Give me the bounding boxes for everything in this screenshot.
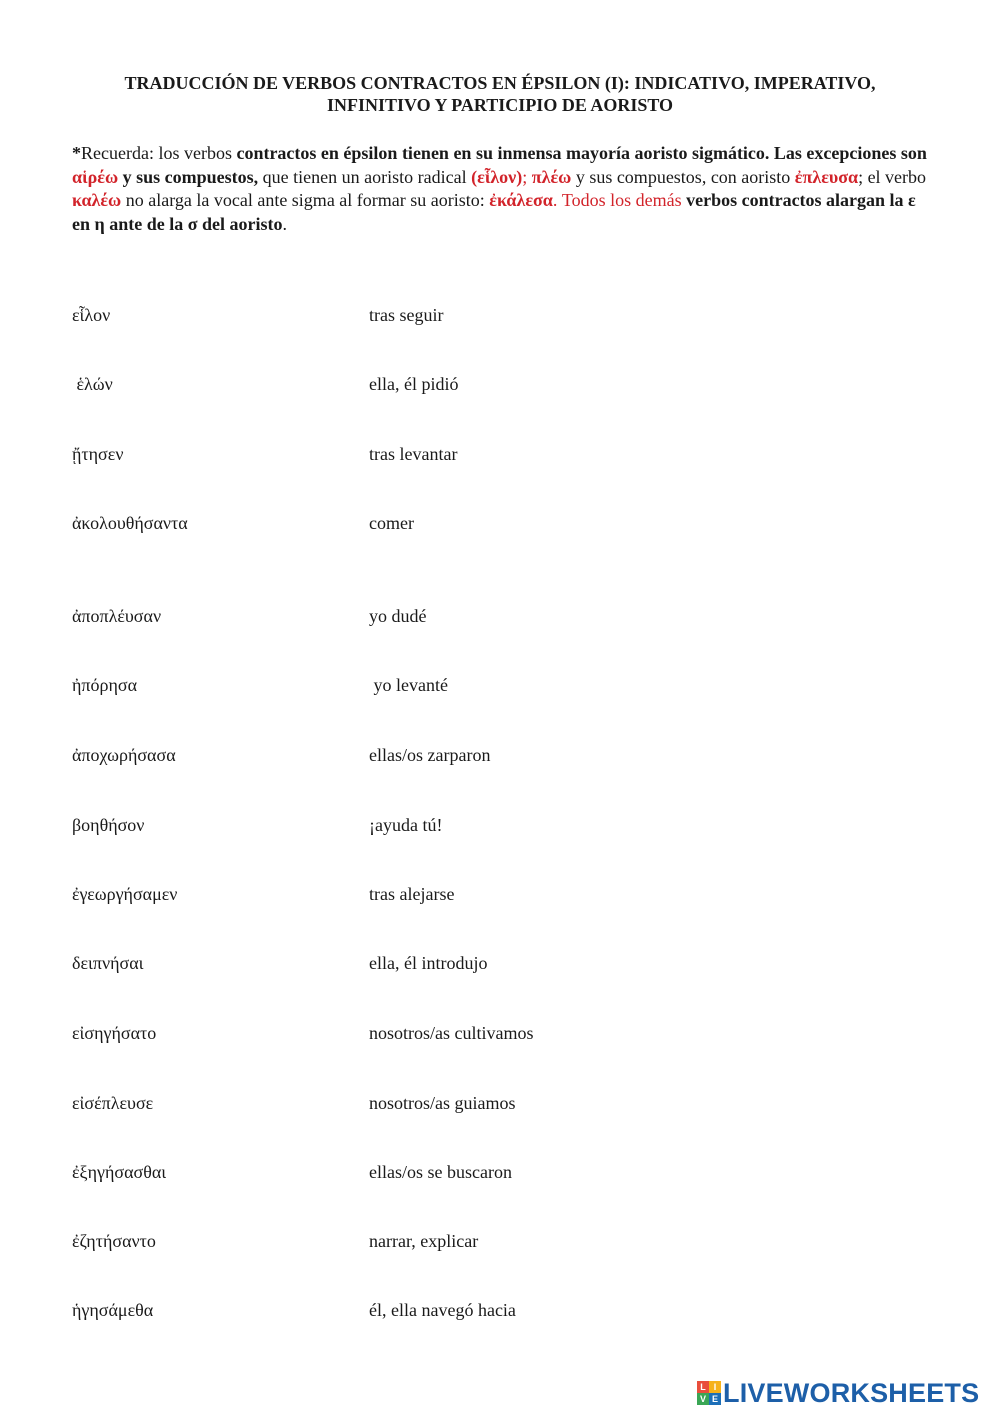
aorist-epleusa: ἐπλευσα — [794, 166, 859, 187]
greek-form[interactable]: δειπνήσαι — [72, 953, 144, 973]
spanish-translation[interactable]: tras levantar — [369, 444, 458, 464]
greek-form[interactable]: εἰσηγήσατο — [72, 1023, 157, 1043]
list-item — [0, 510, 1000, 536]
spanish-translation[interactable]: ellas/os zarparon — [369, 745, 491, 765]
list-item — [0, 603, 1000, 629]
worksheet-title — [60, 72, 940, 116]
spanish-translation[interactable]: ella, él introdujo — [369, 953, 488, 973]
intro-bold: verbos contractos alargan la ε en η ante de la σ del aoristo — [72, 190, 916, 234]
list-item — [0, 441, 1000, 467]
list-item — [0, 1297, 1000, 1323]
intro-separator: ; — [522, 166, 532, 187]
greek-form[interactable]: ἐζητήσαντο — [72, 1231, 156, 1251]
spanish-translation[interactable]: narrar, explicar — [369, 1231, 479, 1251]
intro-text: . — [282, 213, 287, 234]
intro-text: y sus compuestos, con aoristo — [571, 166, 795, 187]
spanish-translation[interactable]: comer — [369, 513, 414, 533]
intro-text: Recuerda: los verbos — [81, 143, 237, 163]
verb-haireo: αἱρέω — [72, 166, 119, 187]
greek-form[interactable]: ᾔτησεν — [72, 444, 124, 464]
spanish-translation[interactable]: ¡ayuda tú! — [369, 815, 443, 835]
aorist-heilon: (εἷλον) — [471, 166, 523, 187]
logo-letter: E — [709, 1393, 721, 1405]
intro-paragraph — [72, 142, 930, 236]
spanish-translation[interactable]: tras alejarse — [369, 884, 455, 904]
list-item — [0, 302, 1000, 328]
list-item — [0, 742, 1000, 768]
title-line-1: TRADUCCIÓN DE VERBOS CONTRACTOS EN ÉPSILON (I): INDICATIVO, IMPERATIVO, — [124, 73, 876, 93]
greek-form[interactable]: ἡγησάμεθα — [72, 1300, 154, 1320]
intro-text: que tienen un aoristo radical — [258, 166, 472, 187]
verb-kaleo: καλέω — [72, 190, 122, 210]
list-item — [0, 1159, 1000, 1185]
greek-form[interactable]: εἰσέπλευσε — [72, 1093, 154, 1113]
greek-form[interactable]: ἀκολουθήσαντα — [72, 513, 188, 533]
logo-letter: L — [697, 1381, 709, 1393]
liveworksheets-logo[interactable] — [697, 1378, 979, 1408]
logo-mark-icon — [697, 1381, 721, 1405]
spanish-translation[interactable]: nosotros/as guiamos — [369, 1093, 516, 1113]
intro-bold: contractos en épsilon tienen en su inmensa mayoría aoristo sigmático. Las excepciones son — [236, 143, 927, 163]
list-item — [0, 672, 1000, 698]
intro-bold: y sus compuestos, — [118, 166, 259, 187]
greek-form[interactable]: ἑλών — [72, 374, 113, 394]
aorist-ekalesa: ἐκάλεσα — [489, 190, 553, 210]
greek-form[interactable]: ἀποχωρήσασα — [72, 745, 176, 765]
list-item — [0, 950, 1000, 976]
spanish-translation[interactable]: ella, él pidió — [369, 374, 459, 394]
intro-period: . Todos los demás — [552, 190, 687, 210]
list-item — [0, 371, 1000, 397]
spanish-translation[interactable]: él, ella navegó hacia — [369, 1300, 516, 1320]
logo-letter: V — [697, 1393, 709, 1405]
asterisk: * — [72, 143, 81, 163]
logo-letter: I — [709, 1381, 721, 1393]
spanish-translation[interactable]: yo dudé — [369, 606, 427, 626]
spanish-translation[interactable]: yo levanté — [369, 675, 448, 695]
list-item — [0, 1228, 1000, 1254]
verb-pleo: πλέω — [531, 166, 572, 187]
greek-form[interactable]: εἷλον — [72, 305, 111, 325]
list-item — [0, 812, 1000, 838]
title-line-2: INFINITIVO Y PARTICIPIO DE AORISTO — [326, 95, 674, 115]
spanish-translation[interactable]: tras seguir — [369, 305, 444, 325]
spanish-translation[interactable]: nosotros/as cultivamos — [369, 1023, 534, 1043]
list-item — [0, 1020, 1000, 1046]
greek-form[interactable]: ἐξηγήσασθαι — [72, 1162, 167, 1182]
greek-form[interactable]: ἀποπλέυσαν — [72, 606, 162, 626]
logo-text: LIVEWORKSHEETS — [723, 1377, 980, 1408]
list-item — [0, 881, 1000, 907]
list-item — [0, 1090, 1000, 1116]
intro-text: ; el verbo — [858, 166, 927, 187]
intro-text: no alarga la vocal ante sigma al formar su aoristo: — [121, 190, 490, 210]
spanish-translation[interactable]: ellas/os se buscaron — [369, 1162, 512, 1182]
greek-form[interactable]: βοηθήσον — [72, 815, 145, 835]
greek-form[interactable]: ἐγεωργήσαμεν — [72, 884, 178, 904]
greek-form[interactable]: ἠπόρησα — [72, 675, 138, 695]
